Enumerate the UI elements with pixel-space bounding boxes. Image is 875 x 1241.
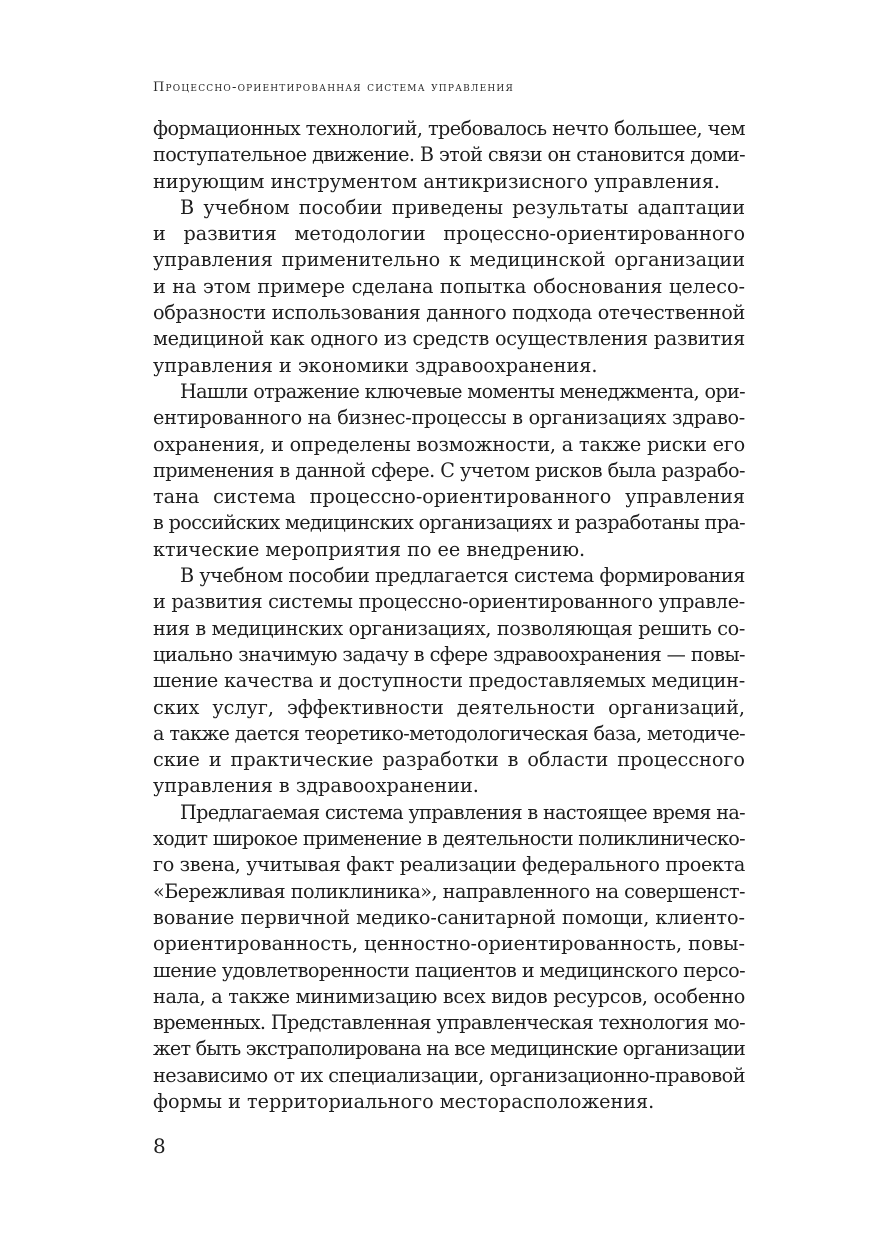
paragraph-1 (153, 116, 745, 195)
text-line: и развития системы процессно-ориентированного управле- (153, 590, 745, 614)
text-line: ские и практические разработки в области процессного (153, 748, 745, 772)
paragraph-5 (153, 800, 745, 1116)
text-line: В учебном пособии предлагается система формирования (180, 564, 745, 588)
text-line: управления и экономики здравоохранения. (153, 353, 598, 377)
text-line: го звена, учитывая факт реализации федерального проекта (153, 853, 745, 877)
text-line: применения в данной сфере. С учетом рисков была разрабо- (153, 458, 745, 482)
text-line: независимо от их специализации, организационно-правовой (153, 1063, 746, 1087)
text-line: ния в медицинских организациях, позволяющая решить со- (153, 616, 745, 640)
text-line: ских услуг, эффективности деятельности организаций, (153, 695, 745, 719)
text-line: шение качества и доступности предоставляемых медицин- (153, 669, 745, 693)
text-line: в российских медицинских организациях и разработаны пра- (153, 511, 746, 535)
text-line: «Бережливая поликлиника», направленного на совершенст- (153, 879, 745, 903)
text-line: Нашли отражение ключевые моменты менеджмента, ори- (180, 379, 745, 403)
text-line: ентированного на бизнес-процессы в организациях здраво- (153, 406, 745, 430)
text-line: образности использования данного подхода отечественной (153, 301, 746, 325)
text-line: управления в здравоохранении. (153, 774, 479, 798)
text-line: Предлагаемая система управления в настоящее время на- (180, 800, 745, 824)
paragraph-3 (153, 379, 745, 563)
text-line: В учебном пособии приведены результаты адаптации (180, 195, 745, 219)
header-divider (153, 104, 743, 105)
text-line: тана система процессно-ориентированного управления (153, 485, 745, 509)
text-line: жет быть экстраполирована на все медицинские организации (153, 1037, 745, 1061)
text-line: управления применительно к медицинской организации (153, 248, 745, 272)
text-line: ходит широкое применение в деятельности поликлиническо- (153, 827, 745, 851)
text-line: и развития методологии процессно-ориентированного (153, 222, 745, 246)
text-line: циально значимую задачу в сфере здравоохранения — повы- (153, 642, 745, 666)
text-line: нала, а также минимизацию всех видов ресурсов, особенно (153, 984, 745, 1008)
text-line: шение удовлетворенности пациентов и медицинского персо- (153, 958, 745, 982)
running-head: Процессно-ориентированная система управления (153, 80, 514, 95)
text-line: медициной как одного из средств осуществления развития (153, 327, 745, 351)
page-number: 8 (153, 1134, 166, 1158)
text-line: вование первичной медико-санитарной помощи, клиенто- (153, 905, 746, 929)
text-line: поступательное движение. В этой связи он становится доми- (153, 143, 745, 167)
paragraph-2 (153, 195, 745, 379)
text-line: и на этом примере сделана попытка обоснования целесо- (153, 274, 745, 298)
text-line: временных. Представленная управленческая технология мо- (153, 1011, 745, 1035)
paragraph-4 (153, 563, 745, 800)
body-text (153, 116, 745, 1115)
text-line: ктические мероприятия по ее внедрению. (153, 537, 586, 561)
text-line: охранения, и определены возможности, а также риски его (153, 432, 746, 456)
text-line: а также дается теоретико-методологическая база, методиче- (153, 721, 745, 745)
text-line: формационных технологий, требовалось нечто большее, чем (153, 117, 746, 140)
text-line: ориентированность, ценностно-ориентированность, повы- (153, 932, 745, 956)
text-line: формы и территориального месторасположения. (153, 1089, 655, 1113)
text-line: нирующим инструментом антикризисного управления. (153, 169, 720, 193)
